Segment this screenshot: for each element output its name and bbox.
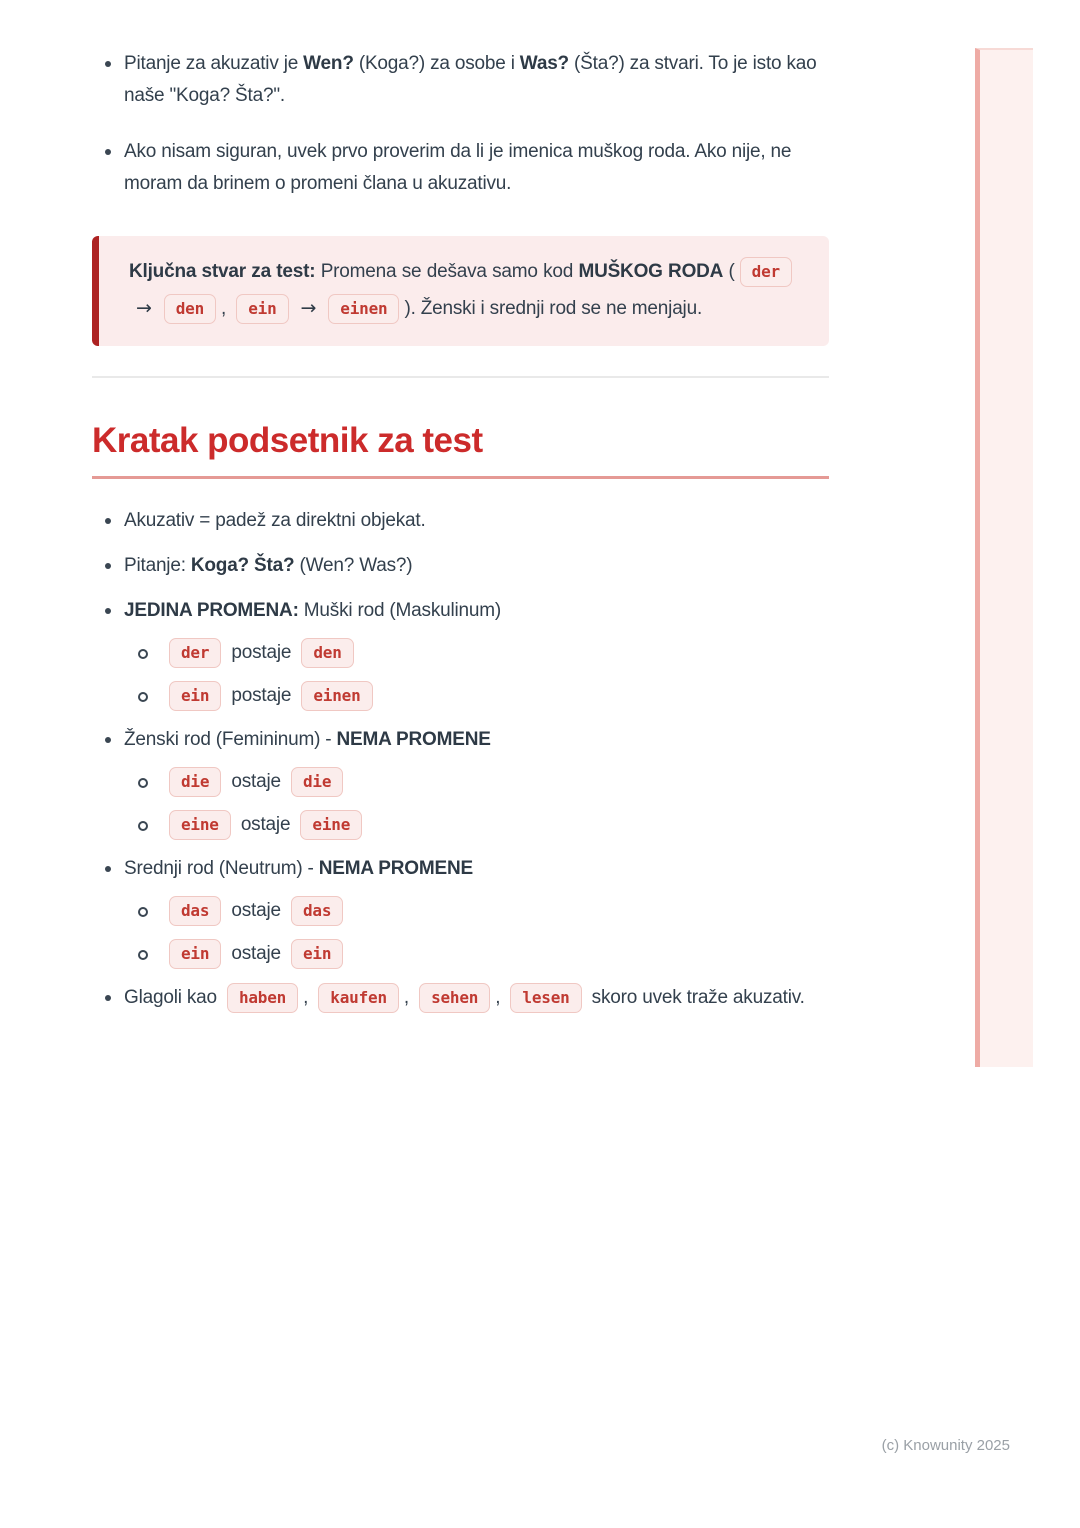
code-badge: haben (227, 983, 298, 1013)
code-badge: ein (169, 939, 221, 969)
bold-text: Was? (519, 53, 569, 74)
sub-list-item (138, 939, 829, 969)
list-item-text: Glagoli kao haben , kaufen , sehen , lesen skoro uvek traže akuzativ. (124, 987, 805, 1008)
bold-text: MUŠKOG RODA (578, 261, 724, 282)
code-badge: den (164, 294, 216, 324)
list-item-text: Srednji rod (Neutrum) - NEMA PROMENE (124, 858, 473, 879)
intro-list (92, 48, 829, 200)
sub-list (124, 896, 829, 969)
sub-list-item-text: die ostaje die (164, 771, 348, 792)
sub-list-item (138, 767, 829, 797)
bold-text: NEMA PROMENE (336, 729, 491, 750)
code-badge: einen (328, 294, 399, 324)
list-item (92, 724, 829, 840)
code-badge: das (291, 896, 343, 926)
summary-list (92, 505, 829, 1014)
list-item (92, 48, 829, 112)
code-badge: eine (300, 810, 362, 840)
bold-text: NEMA PROMENE (318, 858, 473, 879)
arrow-icon: → (136, 297, 152, 319)
list-item-text: JEDINA PROMENA: Muški rod (Maskulinum) (124, 600, 502, 621)
bold-text: Ključna stvar za test: (129, 261, 316, 282)
sub-list-item (138, 638, 829, 668)
sub-list-item-text: ein postaje einen (164, 685, 378, 706)
code-badge: lesen (510, 983, 581, 1013)
bold-text: Wen? (303, 53, 354, 74)
code-badge: eine (169, 810, 231, 840)
code-badge: kaufen (318, 983, 399, 1013)
code-badge: die (291, 767, 343, 797)
list-item-text: Pitanje za akuzativ je Wen? (Koga?) za osobe i Was? (Šta?) za stvari. To je isto kao naše "Koga? Šta?". (124, 53, 817, 106)
list-item-text: Akuzativ = padež za direktni objekat. (124, 510, 426, 531)
code-badge: der (740, 257, 792, 287)
sub-list-item-text: der postaje den (164, 642, 359, 663)
list-item-text: Ako nisam siguran, uvek prvo proverim da li je imenica muškog roda. Ako nije, ne moram da brinem o promeni člana u akuzativu. (124, 141, 792, 194)
code-badge: einen (301, 681, 372, 711)
code-badge: ein (169, 681, 221, 711)
bold-text: Koga? Šta? (190, 555, 295, 576)
document-content (92, 48, 829, 1027)
section-divider (92, 376, 829, 378)
sub-list-item (138, 681, 829, 711)
sub-list-item-text: das ostaje das (164, 900, 348, 921)
code-badge: den (301, 638, 353, 668)
list-item (92, 505, 829, 537)
code-badge: das (169, 896, 221, 926)
next-page-preview (975, 48, 1033, 1067)
sub-list (124, 767, 829, 840)
code-badge: der (169, 638, 221, 668)
copyright-footer: (c) Knowunity 2025 (881, 1437, 1010, 1454)
arrow-icon: → (300, 297, 317, 319)
key-point-callout (92, 236, 829, 346)
sub-list-item-text: ein ostaje ein (164, 943, 348, 964)
list-item-text: Pitanje: Koga? Šta? (Wen? Was?) (124, 555, 413, 576)
list-item (92, 853, 829, 969)
list-item-text: Ženski rod (Femininum) - NEMA PROMENE (124, 729, 491, 750)
list-item (92, 550, 829, 582)
list-item (92, 595, 829, 711)
sub-list (124, 638, 829, 711)
sub-list-item (138, 896, 829, 926)
list-item (92, 982, 829, 1014)
sub-list-item-text: eine ostaje eine (164, 814, 367, 835)
code-badge: ein (291, 939, 343, 969)
code-badge: ein (236, 294, 288, 324)
callout-text: Ključna stvar za test: Promena se dešava samo kod MUŠKOG RODA ( der→ den , ein → einen ). Ženski i srednji rod se ne menjaju. (129, 253, 797, 327)
sub-list-item (138, 810, 829, 840)
bold-text: JEDINA PROMENA: (124, 600, 299, 621)
list-item (92, 136, 829, 200)
code-badge: die (169, 767, 221, 797)
section-heading: Kratak podsetnik za test (92, 422, 829, 479)
code-badge: sehen (419, 983, 490, 1013)
